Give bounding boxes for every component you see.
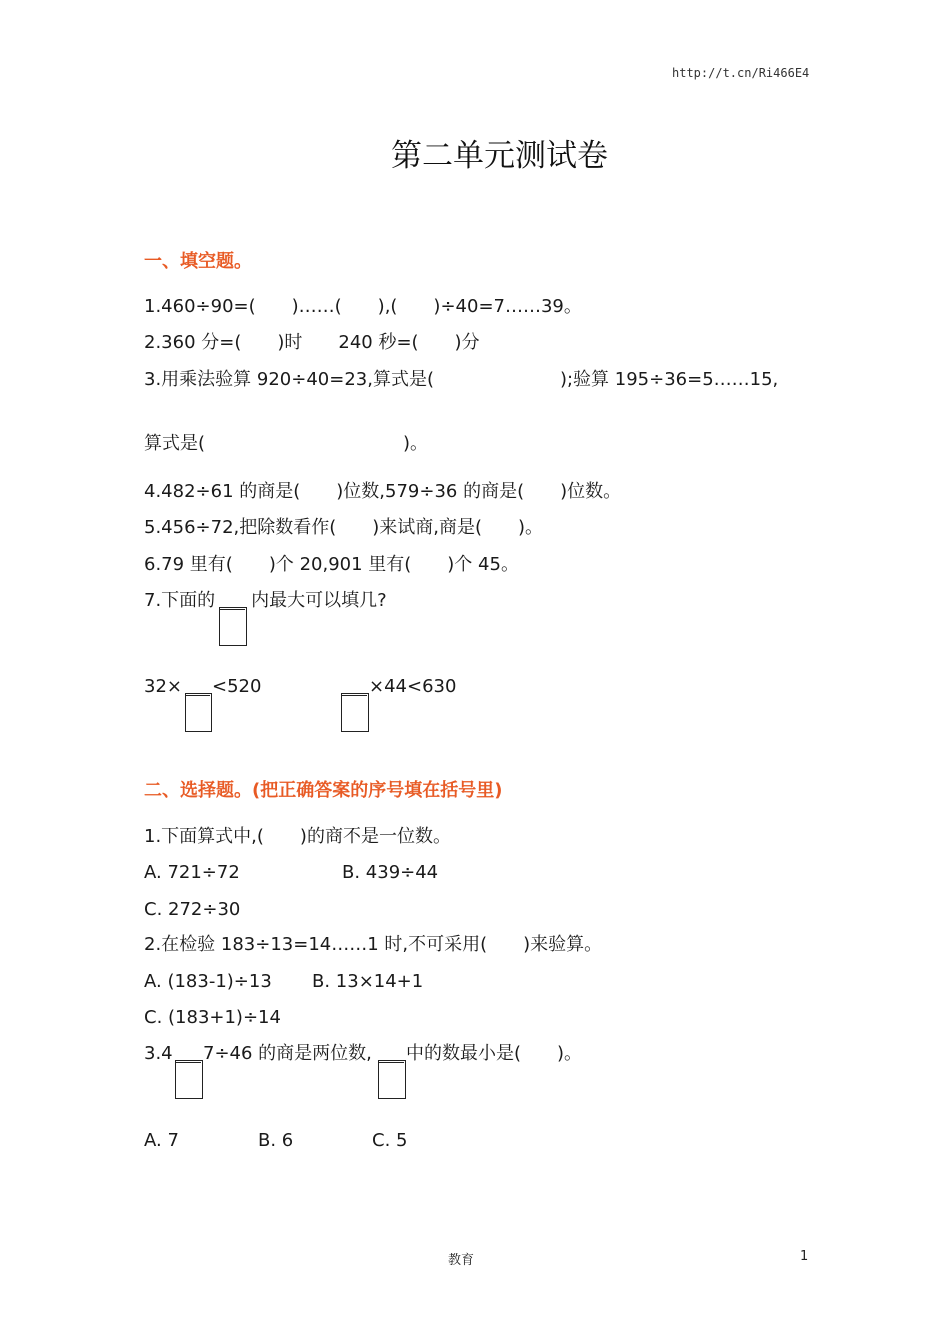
- page-number: 1: [800, 1249, 809, 1264]
- option-2-2-b: B. 13×14+1: [312, 971, 424, 992]
- option-2-2-a: A. (183-1)÷13: [144, 971, 272, 992]
- option-2-3-b: B. 6: [258, 1130, 294, 1151]
- answer-box: [185, 693, 212, 732]
- answer-box: [378, 1060, 406, 1099]
- question-1-7-left-a: 32×: [144, 676, 182, 697]
- question-2-1: 1.下面算式中,( )的商不是一位数。: [144, 826, 451, 847]
- option-2-1-a: A. 721÷72: [144, 862, 240, 883]
- option-2-1-b: B. 439÷44: [342, 862, 439, 883]
- question-1-2: 2.360 分=( )时 240 秒=( )分: [144, 332, 480, 353]
- question-2-3-c: 中的数最小是( )。: [406, 1043, 583, 1064]
- question-1-1: 1.460÷90=( )……( ),( )÷40=7……39。: [144, 296, 582, 317]
- option-2-3-c: C. 5: [372, 1130, 408, 1151]
- header-url: http://t.cn/Ri466E4: [672, 66, 810, 80]
- question-1-3b: 算式是( )。: [144, 433, 429, 454]
- question-1-7-left-b: <520: [212, 676, 262, 697]
- question-1-5: 5.456÷72,把除数看作( )来试商,商是( )。: [144, 517, 544, 538]
- answer-box: [175, 1060, 203, 1099]
- question-2-2: 2.在检验 183÷13=14……1 时,不可采用( )来验算。: [144, 934, 603, 955]
- answer-box: [219, 607, 247, 646]
- question-1-6: 6.79 里有( )个 20,901 里有( )个 45。: [144, 554, 519, 575]
- option-2-2-c: C. (183+1)÷14: [144, 1007, 281, 1028]
- section-heading-fill-in: 一、填空题。: [144, 251, 252, 272]
- answer-box: [341, 693, 369, 732]
- option-2-1-c: C. 272÷30: [144, 899, 241, 920]
- section-heading-choice: 二、选择题。(把正确答案的序号填在括号里): [144, 780, 503, 801]
- question-2-3-b: 7÷46 的商是两位数,: [203, 1043, 372, 1064]
- question-1-4: 4.482÷61 的商是( )位数,579÷36 的商是( )位数。: [144, 481, 622, 502]
- option-2-3-a: A. 7: [144, 1130, 179, 1151]
- question-1-3a: 3.用乘法验算 920÷40=23,算式是( );验算 195÷36=5……15,: [144, 369, 779, 390]
- question-2-3-a: 3.4: [144, 1043, 173, 1064]
- footer-label: 教育: [448, 1253, 475, 1268]
- page-title: 第二单元测试卷: [391, 138, 608, 174]
- question-1-7: 7.下面的 内最大可以填几?: [144, 590, 387, 611]
- question-1-7-right: ×44<630: [369, 676, 457, 697]
